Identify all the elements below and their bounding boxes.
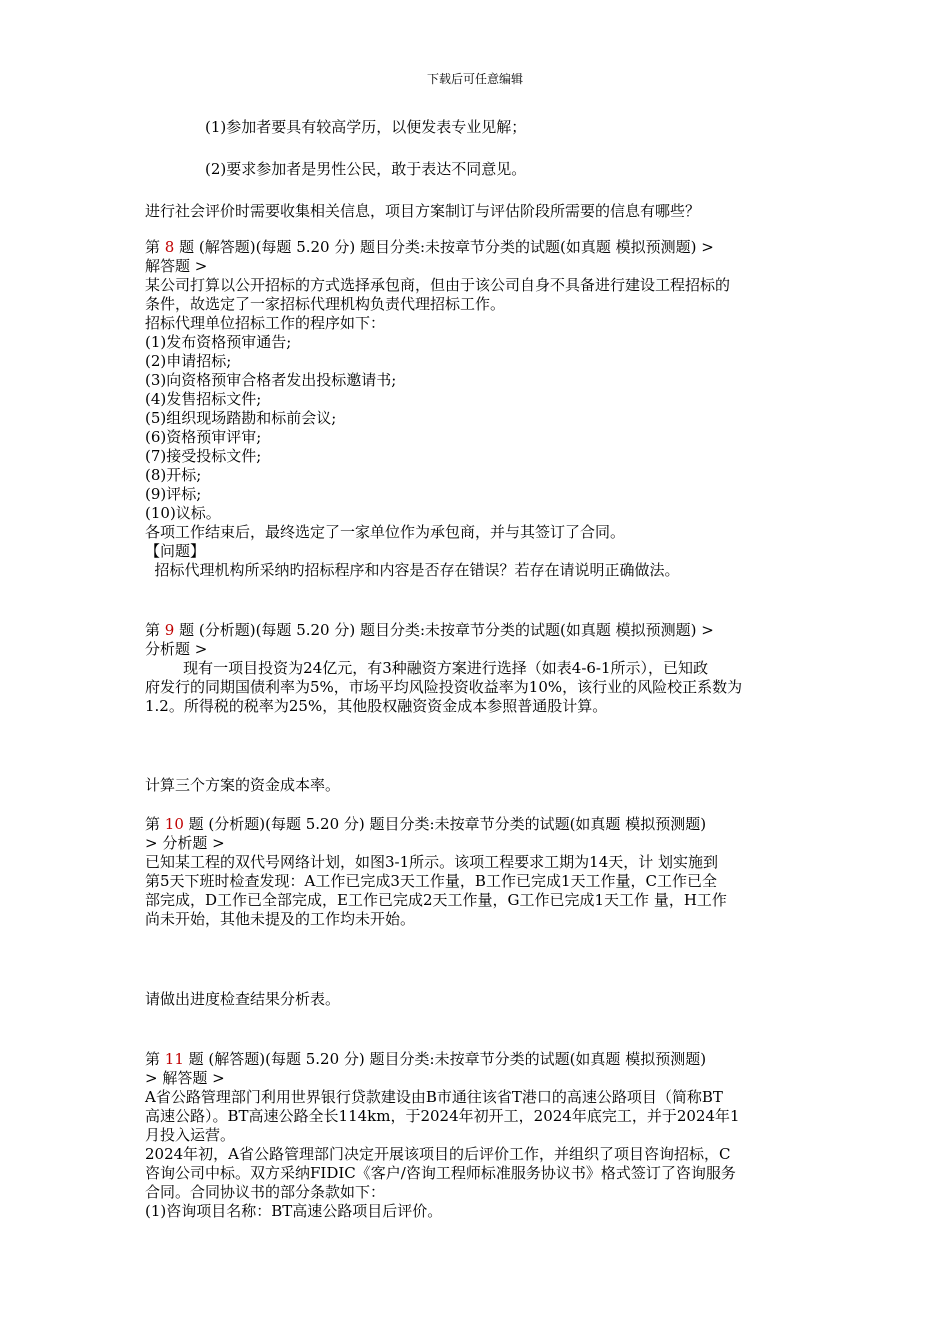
- body-line: (4)发售招标文件;: [145, 390, 262, 408]
- question-10-ask: 请做出进度检查结果分析表。: [145, 990, 341, 1008]
- body-line: (7)接受投标文件;: [145, 447, 262, 465]
- question-9: [145, 621, 815, 716]
- body-line: 条件，故选定了一家招标代理机构负责代理招标工作。: [145, 295, 506, 313]
- body-line: 现有一项目投资为24亿元，有3种融资方案进行选择（如表4-6-1所示），已知政: [145, 659, 709, 677]
- body-line: 招标代理机构所采纳旳招标程序和内容是否存在错误？若存在请说明正确做法。: [145, 561, 680, 579]
- question-number: 11: [164, 1050, 184, 1068]
- body-line: (8)开标;: [145, 466, 202, 484]
- body-line: 尚未开始，其他未提及的工作均未开始。: [145, 910, 416, 928]
- question-10-header: 第 10 题 (分析题)(每题 5.20 分) 题目分类:未按章节分类的试题(如真题 模拟预测题): [145, 815, 707, 833]
- question-text: 进行社会评价时需要收集相关信息，项目方案制订与评估阶段所需要的信息有哪些？: [145, 202, 701, 220]
- requirement-1: (1)参加者要具有较高学历，以便发表专业见解；: [205, 118, 527, 136]
- body-line: (1)发布资格预审通告;: [145, 333, 292, 351]
- body-line: 某公司打算以公开招标的方式选择承包商，但由于该公司自身不具备进行建设工程招标的: [145, 276, 731, 294]
- body-line: (10)议标。: [145, 504, 221, 522]
- body-line: 2024年初，A省公路管理部门决定开展该项目的后评价工作，并组织了项目咨询招标，C: [145, 1145, 731, 1163]
- question-9-ask: 计算三个方案的资金成本率。: [145, 776, 341, 794]
- body-line: 府发行的同期国债利率为5%，市场平均风险投资收益率为10%，该行业的风险校正系数为: [145, 678, 743, 696]
- requirement-2: (2)要求参加者是男性公民，敢于表达不同意见。: [205, 160, 527, 178]
- body-line: (6)资格预审评审;: [145, 428, 262, 446]
- page-header: 下载后可任意编辑: [426, 72, 523, 86]
- body-line: 招标代理单位招标工作的程序如下：: [145, 314, 386, 332]
- question-11-header: 第 11 题 (解答题)(每题 5.20 分) 题目分类:未按章节分类的试题(如真题 模拟预测题): [145, 1050, 707, 1068]
- question-8: [145, 238, 815, 580]
- body-line: (5)组织现场踏勘和标前会议;: [145, 409, 337, 427]
- question-number: 9: [164, 621, 175, 639]
- question-9-category: 分析题 >: [145, 640, 208, 658]
- question-10-category: > 分析题 >: [145, 834, 225, 852]
- question-number: 8: [164, 238, 175, 256]
- body-line: (2)申请招标;: [145, 352, 232, 370]
- body-line: (9)评标;: [145, 485, 202, 503]
- question-9-header: 第 9 题 (分析题)(每题 5.20 分) 题目分类:未按章节分类的试题(如真题 模拟预测题) >: [145, 621, 714, 639]
- body-line: 各项工作结束后，最终选定了一家单位作为承包商，并与其签订了合同。: [145, 523, 626, 541]
- body-line: 1.2。所得税的税率为25%，其他股权融资资金成本参照普通股计算。: [145, 697, 608, 715]
- body-line: 咨询公司中标。双方采纳FIDIC《客户/咨询工程师标准服务协议书》格式签订了咨询服务: [145, 1164, 736, 1182]
- question-11: [145, 1050, 815, 1221]
- question-8-category: 解答题 >: [145, 257, 208, 275]
- question-10: [145, 815, 815, 929]
- body-line: 月投入运营。: [145, 1126, 236, 1144]
- question-number: 10: [164, 815, 184, 833]
- problem-heading: 【问题】: [145, 542, 206, 560]
- body-line: A省公路管理部门利用世界银行贷款建设由B市通往该省T港口的高速公路项目（简称BT: [145, 1088, 723, 1106]
- body-line: 第5天下班时检查发现：A工作已完成3天工作量，B工作已完成1天工作量，C工作已全: [145, 872, 717, 890]
- body-line: (3)向资格预审合格者发出投标邀请书;: [145, 371, 397, 389]
- question-8-header: 第 8 题 (解答题)(每题 5.20 分) 题目分类:未按章节分类的试题(如真题 模拟预测题) >: [145, 238, 714, 256]
- question-11-category: > 解答题 >: [145, 1069, 225, 1087]
- body-line: 高速公路）。BT高速公路全长114km，于2024年初开工，2024年底完工，并于2024年1: [145, 1107, 740, 1125]
- body-line: 合同。合同协议书的部分条款如下：: [145, 1183, 386, 1201]
- body-line: 已知某工程的双代号网络计划，如图3-1所示。该项工程要求工期为14天，计 划实施到: [145, 853, 719, 871]
- body-line: 部完成，D工作已全部完成，E工作已完成2天工作量，G工作已完成1天工作 量，H工作: [145, 891, 727, 909]
- body-line: (1)咨询项目名称：BT高速公路项目后评价。: [145, 1202, 443, 1220]
